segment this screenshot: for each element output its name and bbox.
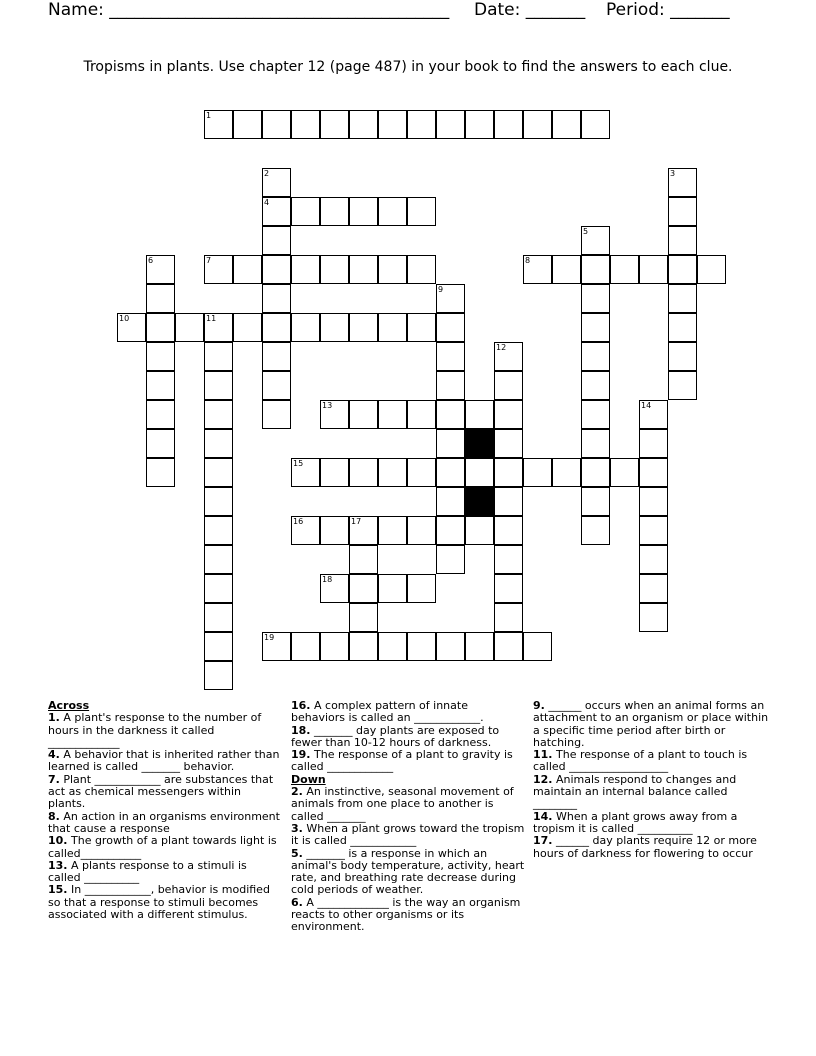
answer-square[interactable] bbox=[262, 342, 291, 371]
answer-square[interactable] bbox=[581, 342, 610, 371]
answer-square[interactable] bbox=[494, 545, 523, 574]
answer-square[interactable] bbox=[349, 574, 378, 603]
period-field-label: Period: _______ bbox=[606, 0, 730, 20]
clue-number: 12. bbox=[533, 772, 553, 786]
answer-square[interactable] bbox=[146, 400, 175, 429]
clue-text: A behavior that is inherited rather than learned is called _______ behavior. bbox=[48, 748, 280, 774]
answer-square[interactable] bbox=[668, 313, 697, 342]
clue-number-label: 11 bbox=[206, 314, 217, 323]
answer-square[interactable] bbox=[639, 458, 668, 487]
answer-square[interactable] bbox=[291, 632, 320, 661]
clue-number: 7. bbox=[48, 772, 60, 786]
answer-square[interactable] bbox=[378, 255, 407, 284]
answer-square[interactable] bbox=[639, 255, 668, 284]
date-field-label: Date: _______ bbox=[474, 0, 586, 20]
answer-square[interactable] bbox=[668, 226, 697, 255]
clue-number-label: 7 bbox=[206, 256, 212, 265]
answer-square[interactable] bbox=[523, 110, 552, 139]
answer-square[interactable] bbox=[581, 313, 610, 342]
answer-square[interactable] bbox=[378, 313, 407, 342]
answer-square[interactable] bbox=[349, 313, 378, 342]
answer-square[interactable] bbox=[407, 632, 436, 661]
clue-text: An instinctive, seasonal movement of animals from one place to another is called _______ bbox=[291, 785, 514, 823]
answer-square[interactable] bbox=[291, 255, 320, 284]
answer-square[interactable] bbox=[552, 110, 581, 139]
clue-across-10 bbox=[48, 835, 280, 860]
answer-square[interactable] bbox=[262, 313, 291, 342]
answer-square[interactable] bbox=[407, 574, 436, 603]
clue-number: 15. bbox=[48, 883, 68, 897]
clue-number-label: 2 bbox=[264, 169, 270, 178]
clue-number: 18. bbox=[291, 723, 311, 737]
clue-across-19 bbox=[291, 749, 525, 774]
answer-square[interactable] bbox=[349, 516, 378, 545]
answer-square[interactable] bbox=[204, 400, 233, 429]
answer-square[interactable] bbox=[320, 516, 349, 545]
answer-square[interactable] bbox=[204, 371, 233, 400]
answer-square[interactable] bbox=[349, 255, 378, 284]
clue-down-14 bbox=[533, 811, 769, 836]
clue-text: A plants response to a stimuli is called __________ bbox=[48, 858, 247, 885]
clue-number-label: 8 bbox=[525, 256, 531, 265]
answer-square[interactable] bbox=[581, 371, 610, 400]
answer-square[interactable] bbox=[668, 284, 697, 313]
answer-square[interactable] bbox=[465, 516, 494, 545]
clue-number: 6. bbox=[291, 895, 303, 909]
answer-square[interactable] bbox=[320, 255, 349, 284]
answer-square[interactable] bbox=[204, 632, 233, 661]
clue-number: 14. bbox=[533, 809, 553, 823]
answer-square[interactable] bbox=[262, 168, 291, 197]
answer-square[interactable] bbox=[320, 110, 349, 139]
answer-square[interactable] bbox=[349, 545, 378, 574]
answer-square[interactable] bbox=[523, 255, 552, 284]
clue-number: 8. bbox=[48, 809, 60, 823]
answer-square[interactable] bbox=[204, 429, 233, 458]
clue-text: When a plant grows toward the tropism it is called ____________ bbox=[291, 821, 525, 848]
answer-square[interactable] bbox=[581, 487, 610, 516]
clue-down-6 bbox=[291, 897, 525, 934]
answer-square[interactable] bbox=[291, 458, 320, 487]
clue-number-label: 4 bbox=[264, 198, 270, 207]
clue-number-label: 13 bbox=[322, 401, 333, 410]
answer-square[interactable] bbox=[349, 400, 378, 429]
answer-square[interactable] bbox=[494, 516, 523, 545]
answer-square[interactable] bbox=[610, 458, 639, 487]
answer-square[interactable] bbox=[349, 603, 378, 632]
answer-square[interactable] bbox=[436, 516, 465, 545]
clue-number-label: 19 bbox=[264, 633, 275, 642]
answer-square[interactable] bbox=[465, 632, 494, 661]
answer-square[interactable] bbox=[291, 516, 320, 545]
answer-square[interactable] bbox=[436, 342, 465, 371]
answer-square[interactable] bbox=[320, 400, 349, 429]
answer-square[interactable] bbox=[378, 197, 407, 226]
answer-square[interactable] bbox=[407, 400, 436, 429]
black-square bbox=[465, 487, 494, 516]
answer-square[interactable] bbox=[494, 603, 523, 632]
clue-number: 3. bbox=[291, 821, 303, 835]
answer-square[interactable] bbox=[639, 487, 668, 516]
answer-square[interactable] bbox=[378, 458, 407, 487]
clue-down-5 bbox=[291, 848, 525, 897]
clue-text: A complex pattern of innate behaviors is called an ____________. bbox=[291, 699, 484, 725]
answer-square[interactable] bbox=[436, 371, 465, 400]
answer-square[interactable] bbox=[146, 458, 175, 487]
clue-across-15 bbox=[48, 884, 280, 921]
clue-text: _______ day plants are exposed to fewer than 10-12 hours of darkness. bbox=[291, 723, 500, 749]
answer-square[interactable] bbox=[668, 342, 697, 371]
answer-square[interactable] bbox=[494, 458, 523, 487]
answer-square[interactable] bbox=[465, 400, 494, 429]
answer-square[interactable] bbox=[436, 632, 465, 661]
instructions: Tropisms in plants. Use chapter 12 (page 487) in your book to find the answers to each clue. bbox=[83, 59, 733, 75]
answer-square[interactable] bbox=[581, 110, 610, 139]
clue-text: The response of a plant to gravity is called ____________ bbox=[291, 748, 513, 774]
answer-square[interactable] bbox=[552, 458, 581, 487]
answer-square[interactable] bbox=[639, 545, 668, 574]
answer-square[interactable] bbox=[436, 284, 465, 313]
answer-square[interactable] bbox=[465, 110, 494, 139]
clue-text: Animals respond to changes and maintain an internal balance called ________ bbox=[533, 772, 737, 811]
clue-across-1 bbox=[48, 712, 280, 749]
clue-text: When a plant grows away from a tropism it is called __________ bbox=[533, 809, 738, 835]
clue-number-label: 6 bbox=[148, 256, 154, 265]
answer-square[interactable] bbox=[146, 255, 175, 284]
answer-square[interactable] bbox=[436, 313, 465, 342]
answer-square[interactable] bbox=[378, 516, 407, 545]
answer-square[interactable] bbox=[581, 226, 610, 255]
answer-square[interactable] bbox=[262, 255, 291, 284]
answer-square[interactable] bbox=[407, 516, 436, 545]
answer-square[interactable] bbox=[204, 110, 233, 139]
answer-square[interactable] bbox=[639, 603, 668, 632]
answer-square[interactable] bbox=[146, 313, 175, 342]
answer-square[interactable] bbox=[668, 255, 697, 284]
answer-square[interactable] bbox=[639, 574, 668, 603]
clue-number-label: 12 bbox=[496, 343, 507, 352]
answer-square[interactable] bbox=[436, 110, 465, 139]
clue-across-8 bbox=[48, 811, 280, 836]
answer-square[interactable] bbox=[378, 400, 407, 429]
answer-square[interactable] bbox=[262, 197, 291, 226]
answer-square[interactable] bbox=[436, 487, 465, 516]
answer-square[interactable] bbox=[407, 255, 436, 284]
answer-square[interactable] bbox=[320, 458, 349, 487]
answer-square[interactable] bbox=[610, 255, 639, 284]
answer-square[interactable] bbox=[320, 313, 349, 342]
clue-across-13 bbox=[48, 860, 280, 885]
answer-square[interactable] bbox=[494, 574, 523, 603]
answer-square[interactable] bbox=[436, 545, 465, 574]
clue-column-2 bbox=[291, 700, 525, 934]
answer-square[interactable] bbox=[204, 487, 233, 516]
answer-square[interactable] bbox=[639, 400, 668, 429]
answer-square[interactable] bbox=[233, 110, 262, 139]
answer-square[interactable] bbox=[378, 574, 407, 603]
answer-square[interactable] bbox=[204, 574, 233, 603]
answer-square[interactable] bbox=[204, 603, 233, 632]
across-heading: Across bbox=[48, 699, 90, 712]
clue-number-label: 16 bbox=[293, 517, 304, 526]
answer-square[interactable] bbox=[117, 313, 146, 342]
answer-square[interactable] bbox=[407, 313, 436, 342]
answer-square[interactable] bbox=[204, 516, 233, 545]
answer-square[interactable] bbox=[639, 429, 668, 458]
answer-square[interactable] bbox=[204, 313, 233, 342]
answer-square[interactable] bbox=[175, 313, 204, 342]
clue-down-3 bbox=[291, 823, 525, 848]
clue-text: Plant ____________ are substances that act as chemical messengers within plants. bbox=[48, 772, 274, 811]
clue-number-label: 17 bbox=[351, 517, 362, 526]
answer-square[interactable] bbox=[204, 255, 233, 284]
clue-down-17 bbox=[533, 835, 769, 860]
answer-square[interactable] bbox=[146, 284, 175, 313]
answer-square[interactable] bbox=[291, 197, 320, 226]
answer-square[interactable] bbox=[407, 110, 436, 139]
clue-across-4 bbox=[48, 749, 280, 774]
clue-column-3 bbox=[533, 700, 769, 860]
answer-square[interactable] bbox=[320, 197, 349, 226]
answer-square[interactable] bbox=[204, 661, 233, 690]
answer-square[interactable] bbox=[233, 255, 262, 284]
answer-square[interactable] bbox=[349, 110, 378, 139]
answer-square[interactable] bbox=[378, 632, 407, 661]
clue-text: A plant's response to the number of hours in the darkness it called _____________ bbox=[48, 711, 262, 749]
answer-square[interactable] bbox=[523, 458, 552, 487]
answer-square[interactable] bbox=[349, 458, 378, 487]
name-field-label: Name: ________________________________________ bbox=[48, 0, 450, 20]
answer-square[interactable] bbox=[668, 168, 697, 197]
clue-number: 10. bbox=[48, 834, 68, 848]
clue-text: An action in an organisms environment that cause a response bbox=[48, 809, 280, 835]
answer-square[interactable] bbox=[494, 487, 523, 516]
answer-square[interactable] bbox=[581, 429, 610, 458]
answer-square[interactable] bbox=[262, 632, 291, 661]
clue-across-7 bbox=[48, 774, 280, 811]
answer-square[interactable] bbox=[581, 255, 610, 284]
clue-across-16 bbox=[291, 700, 525, 725]
clue-down-11 bbox=[533, 749, 769, 774]
clue-down-12 bbox=[533, 774, 769, 811]
clue-column-1 bbox=[48, 700, 280, 921]
clue-number-label: 3 bbox=[670, 169, 676, 178]
answer-square[interactable] bbox=[320, 632, 349, 661]
clue-down-2 bbox=[291, 786, 525, 823]
answer-square[interactable] bbox=[668, 197, 697, 226]
answer-square[interactable] bbox=[465, 458, 494, 487]
answer-square[interactable] bbox=[291, 313, 320, 342]
clue-number: 2. bbox=[291, 785, 303, 799]
answer-square[interactable] bbox=[146, 371, 175, 400]
clue-number-label: 9 bbox=[438, 285, 444, 294]
clue-down-9 bbox=[533, 700, 769, 749]
answer-square[interactable] bbox=[436, 429, 465, 458]
clue-number: 11. bbox=[533, 748, 553, 762]
clue-across-18 bbox=[291, 725, 525, 750]
answer-square[interactable] bbox=[146, 342, 175, 371]
clue-number: 9. bbox=[533, 699, 545, 712]
answer-square[interactable] bbox=[349, 197, 378, 226]
clue-number: 1. bbox=[48, 711, 60, 725]
answer-square[interactable] bbox=[581, 284, 610, 313]
answer-square[interactable] bbox=[320, 574, 349, 603]
answer-square[interactable] bbox=[436, 458, 465, 487]
answer-square[interactable] bbox=[233, 313, 262, 342]
answer-square[interactable] bbox=[494, 371, 523, 400]
down-heading: Down bbox=[291, 772, 326, 786]
clue-number: 17. bbox=[533, 834, 553, 848]
answer-square[interactable] bbox=[494, 400, 523, 429]
answer-square[interactable] bbox=[262, 110, 291, 139]
answer-square[interactable] bbox=[697, 255, 726, 284]
clue-text: ______ occurs when an animal forms an attachment to an organism or place within a specific time period after birth or hatching. bbox=[533, 699, 769, 749]
clue-number: 4. bbox=[48, 748, 60, 762]
clue-number-label: 15 bbox=[293, 459, 304, 468]
clue-text: ______ day plants require 12 or more hours of darkness for flowering to occur bbox=[533, 834, 757, 860]
clue-text: A _____________ is the way an organism reacts to other organisms or its environment. bbox=[291, 895, 521, 934]
answer-square[interactable] bbox=[581, 400, 610, 429]
clue-text: The growth of a plant towards light is called___________ bbox=[48, 834, 277, 860]
answer-square[interactable] bbox=[523, 632, 552, 661]
answer-square[interactable] bbox=[494, 429, 523, 458]
answer-square[interactable] bbox=[291, 110, 320, 139]
clue-text: The response of a plant to touch is called __________________ bbox=[533, 748, 748, 774]
clue-number-label: 18 bbox=[322, 575, 333, 584]
clue-number-label: 14 bbox=[641, 401, 652, 410]
answer-square[interactable] bbox=[262, 400, 291, 429]
answer-square[interactable] bbox=[204, 545, 233, 574]
answer-square[interactable] bbox=[204, 342, 233, 371]
answer-square[interactable] bbox=[494, 342, 523, 371]
answer-square[interactable] bbox=[581, 458, 610, 487]
answer-square[interactable] bbox=[436, 400, 465, 429]
answer-square[interactable] bbox=[262, 284, 291, 313]
answer-square[interactable] bbox=[146, 429, 175, 458]
answer-square[interactable] bbox=[204, 458, 233, 487]
answer-square[interactable] bbox=[407, 458, 436, 487]
answer-square[interactable] bbox=[378, 110, 407, 139]
answer-square[interactable] bbox=[581, 516, 610, 545]
clue-text: In ____________, behavior is modified so that a response to stimuli becomes associated with a different stimulus. bbox=[48, 883, 270, 922]
answer-square[interactable] bbox=[639, 516, 668, 545]
clue-number-label: 10 bbox=[119, 314, 130, 323]
answer-square[interactable] bbox=[494, 110, 523, 139]
answer-square[interactable] bbox=[552, 255, 581, 284]
black-square bbox=[465, 429, 494, 458]
answer-square[interactable] bbox=[668, 371, 697, 400]
answer-square[interactable] bbox=[262, 226, 291, 255]
answer-square[interactable] bbox=[262, 371, 291, 400]
clue-number-label: 1 bbox=[206, 111, 212, 120]
clue-number: 5. bbox=[291, 846, 303, 860]
clue-text: _______ is a response in which an animal's body temperature, activity, heart rate, and breathing rate decrease during cold periods of weather. bbox=[291, 846, 525, 897]
clue-number-label: 5 bbox=[583, 227, 589, 236]
clue-number: 16. bbox=[291, 699, 311, 712]
answer-square[interactable] bbox=[407, 197, 436, 226]
clue-number: 19. bbox=[291, 748, 311, 762]
clue-number: 13. bbox=[48, 858, 68, 872]
answer-square[interactable] bbox=[349, 632, 378, 661]
answer-square[interactable] bbox=[494, 632, 523, 661]
